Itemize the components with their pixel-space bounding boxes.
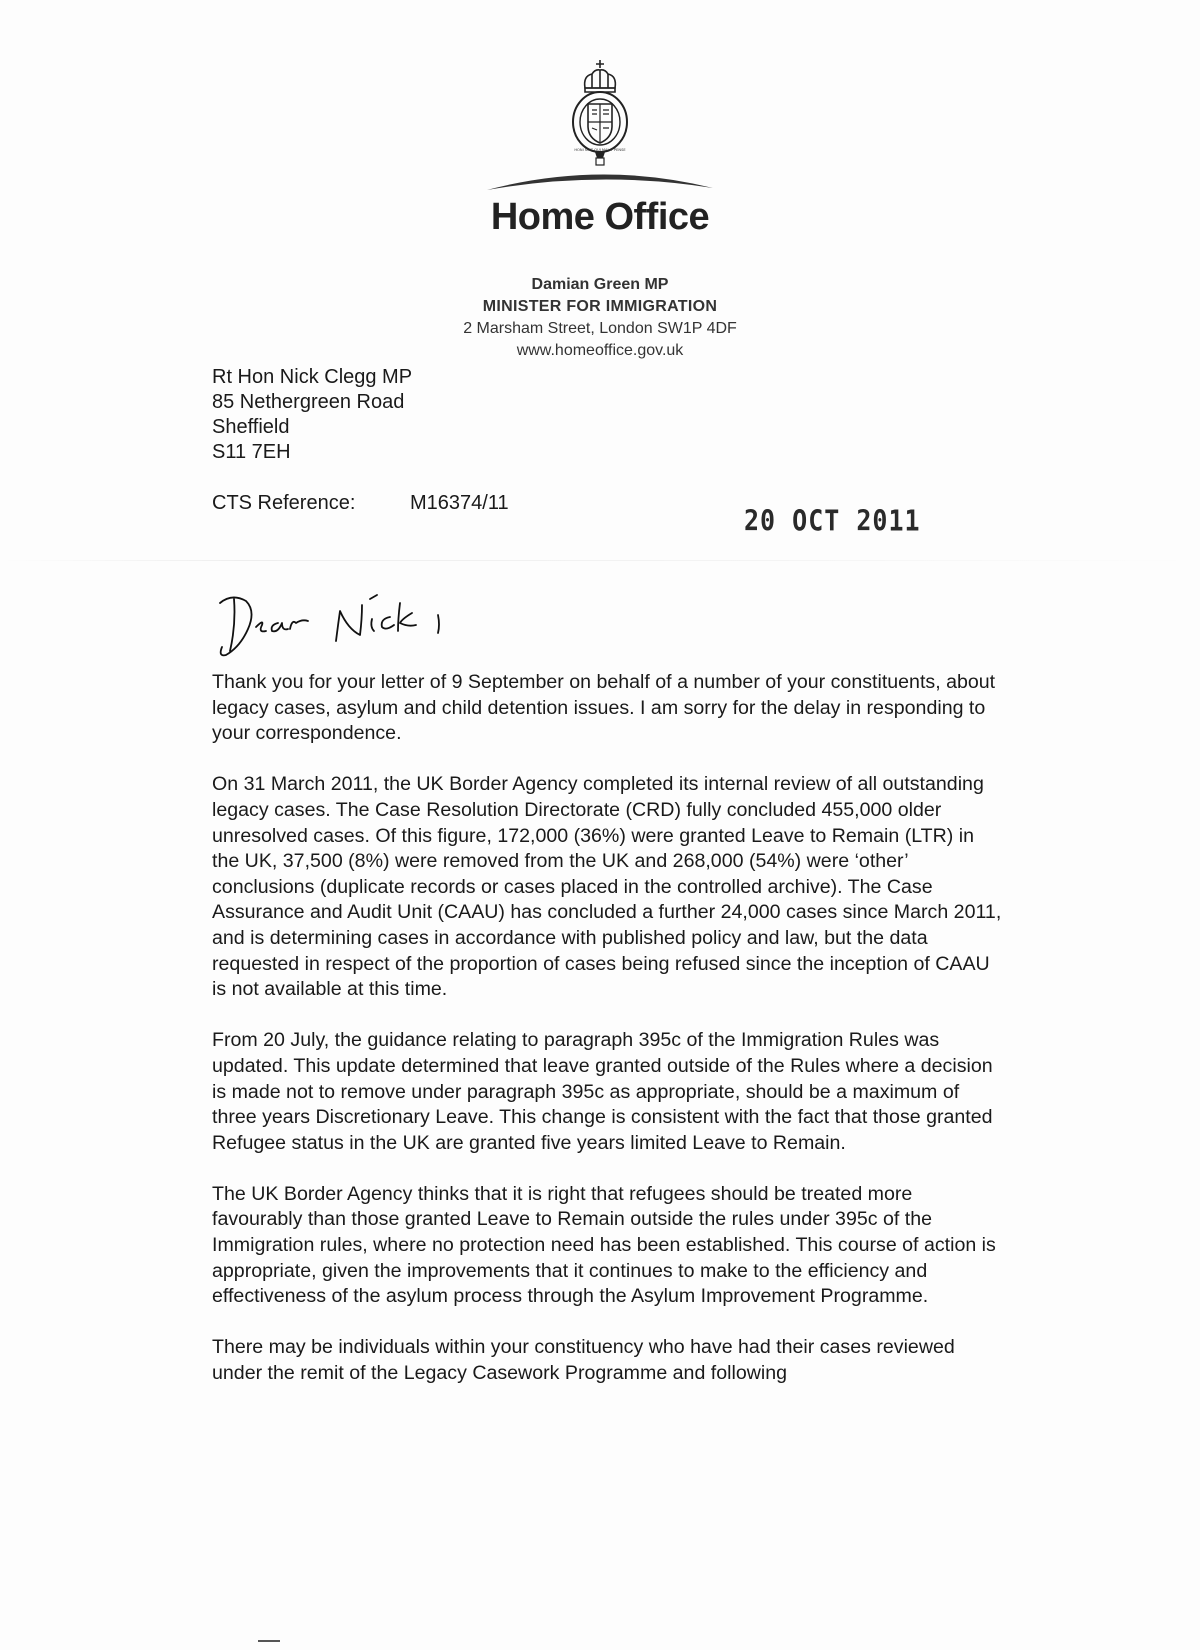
recipient-city: Sheffield: [212, 416, 290, 438]
paragraph: There may be individuals within your constituency who have had their cases reviewed under the remit of the Legacy Casework Programme and following: [212, 1336, 955, 1385]
reference-line: [212, 492, 509, 515]
crest-motto: HONI SOIT QUI MAL Y PENSE: [574, 148, 626, 152]
date-stamp: 20 OCT 2011: [744, 503, 921, 538]
paragraph: On 31 March 2011, the UK Border Agency completed its internal review of all outstanding legacy cases. The Case Resolution Directorate (CRD) fully concluded 455,000 older unresolved cases. Of this figure, 172,000 (36%) were granted Leave to Remain (LTR) in the UK, 37,500 (8%) were removed from the UK and 268,000 (54%) were ‘other’ conclusions (duplicate records or cases placed in the controlled archive). The Case Assurance and Audit Unit (CAAU) has concluded a further 24,000 cases since March 2011, and is determining cases in accordance with published policy and law, but the data requested in respect of the proportion of cases being refused since the inception of CAAU is not available at this time.: [212, 773, 1002, 1001]
reference-label: CTS Reference:: [212, 492, 356, 514]
letter-body: [212, 670, 1002, 1412]
website-link[interactable]: www.homeoffice.gov.uk: [516, 342, 684, 359]
office-address: 2 Marsham Street, London SW1P 4DF: [463, 320, 737, 337]
recipient-name: Rt Hon Nick Clegg MP: [212, 366, 413, 388]
minister-title: MINISTER FOR IMMIGRATION: [482, 298, 718, 315]
minister-block: [400, 274, 800, 362]
handwritten-salutation: [212, 585, 472, 660]
recipient-postcode: S11 7EH: [212, 441, 291, 463]
paragraph: From 20 July, the guidance relating to paragraph 395c of the Immigration Rules was updated. This update determined that leave granted outside of the Rules where a decision is made not to remove under paragraph 395c as appropriate, should be a maximum of three years Discretionary Leave. This change is consistent with the fact that those granted Refugee status in the UK are granted five years limited Leave to Remain.: [212, 1029, 993, 1154]
department-name: Home Office: [490, 196, 710, 238]
recipient-address: [212, 365, 412, 465]
minister-name: Damian Green MP: [531, 276, 669, 293]
paragraph: Thank you for your letter of 9 September on behalf of a number of your constituents, about legacy cases, asylum and child detention issues. I am sorry for the delay in responding to your correspondence.: [212, 671, 996, 745]
page-mark: [258, 1640, 280, 1642]
paragraph: The UK Border Agency thinks that it is right that refugees should be treated more favourably than those granted Leave to Remain outside the rules under 395c of the Immigration rules, where no protection need has been established. This course of action is appropriate, given the improvements that it continues to make to the efficiency and effectiveness of the asylum process through the Asylum Improvement Programme.: [212, 1182, 996, 1308]
letterhead-swoosh: [485, 164, 715, 194]
recipient-street: 85 Nethergreen Road: [212, 391, 405, 413]
royal-crest-icon: [565, 58, 635, 166]
reference-value: M16374/11: [410, 492, 509, 514]
fold-divider: [0, 560, 1200, 561]
